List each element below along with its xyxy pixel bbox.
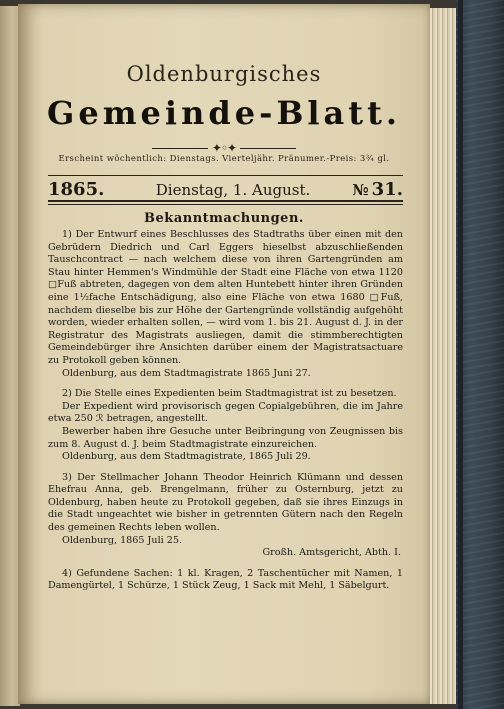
number-sign: № [352, 181, 369, 199]
rule-bottom-thick [48, 200, 403, 202]
notices-body [48, 229, 403, 593]
notice-3: 3) Der Stellmacher Johann Theodor Heinrich Klümann und dessen Ehefrau Anna, geb. Brengelmann, früher zu Osternburg, jetzt zu Oldenburg, haben heute zu Protokoll gegeben, daß sie ihres Einzugs in die Stadt ungeachtet wie bisher in getrennten Gütern nach den Regeln des gemeinen Rechts leben wollen. [48, 471, 403, 534]
page-edges [430, 8, 456, 704]
masthead-line1: Oldenburgisches [126, 62, 322, 86]
masthead-ornament: ✦◦✦ [18, 141, 430, 155]
masthead-title: Gemeinde-Blatt. [47, 94, 401, 132]
issue-number-value: 31. [371, 179, 403, 200]
issue-number [352, 179, 403, 200]
binding-spine-shadow [458, 0, 463, 709]
notice-2: 2) Die Stelle eines Expedienten beim Stadtmagistrat ist zu besetzen. [62, 388, 397, 400]
facing-page-edge [0, 6, 20, 706]
rule-top [48, 175, 403, 176]
issue-line [48, 179, 403, 199]
notice-2-applicants: Bewerber haben ihre Gesuche unter Beibringung von Zeugnissen bis zum 8. August d. J. beim Stadtmagistrate einzureichen. [48, 425, 403, 450]
notice-2-signature: Oldenburg, aus dem Stadtmagistrate, 1865 Juli 29. [62, 451, 311, 463]
issue-date: Dienstag, 1. August. [155, 181, 311, 199]
newspaper-page [18, 4, 430, 704]
book-binding [456, 0, 504, 709]
masthead-subtitle: Erscheint wöchentlich: Dienstags. Vierteljähr. Pränumer.-Preis: 3¾ gl. [58, 154, 390, 164]
issue-year: 1865. [48, 179, 105, 200]
notice-3-court: Großh. Amtsgericht, Abth. I. [262, 547, 401, 559]
notice-2-detail: Der Expedient wird provisorisch gegen Copialgebühren, die im Jahre etwa 250 ℛ betragen, angestellt. [48, 400, 403, 425]
notice-3-signature: Oldenburg, 1865 Juli 25. [62, 534, 183, 546]
notice-4: 4) Gefundene Sachen: 1 kl. Kragen, 2 Taschentücher mit Namen, 1 Damengürtel, 1 Schürze, 1 Stück Zeug, 1 Sack mit Mehl, 1 Säbelgurt. [48, 567, 403, 592]
notice-1-signature: Oldenburg, aus dem Stadtmagistrate 1865 Juni 27. [62, 367, 311, 379]
notice-1: 1) Der Entwurf eines Beschlusses des Stadtraths über einen mit den Gebrüdern Diedrich und Carl Eggers hieselbst abzuschließenden Tauschcontract — nach welchem diese von ihren Gartengründen am Stau hinter Hemmen's Windmühle der Stadt eine Fläche von etwa 1120 □Fuß abtreten, dagegen von dem alten Huntebett hinter ihren Gründen eine 1½fache Entschädigung, also eine Fläche von etwa 1680 □Fuß, nachdem dieselbe bis zur Höhe der Gartengründe vollständig aufgehöht worden, wieder erhalten sollen, — wird vom 1. bis 21. August d. J. in der Registratur des Magistrats ausliegen, damit die stimmberechtigten Gemeindebürger ihre Ansichten darüber einem der Magistratsactuare zu Protokoll geben können. [48, 229, 403, 366]
rule-bottom-thin [48, 204, 403, 205]
section-heading: Bekanntmachungen. [144, 211, 304, 226]
